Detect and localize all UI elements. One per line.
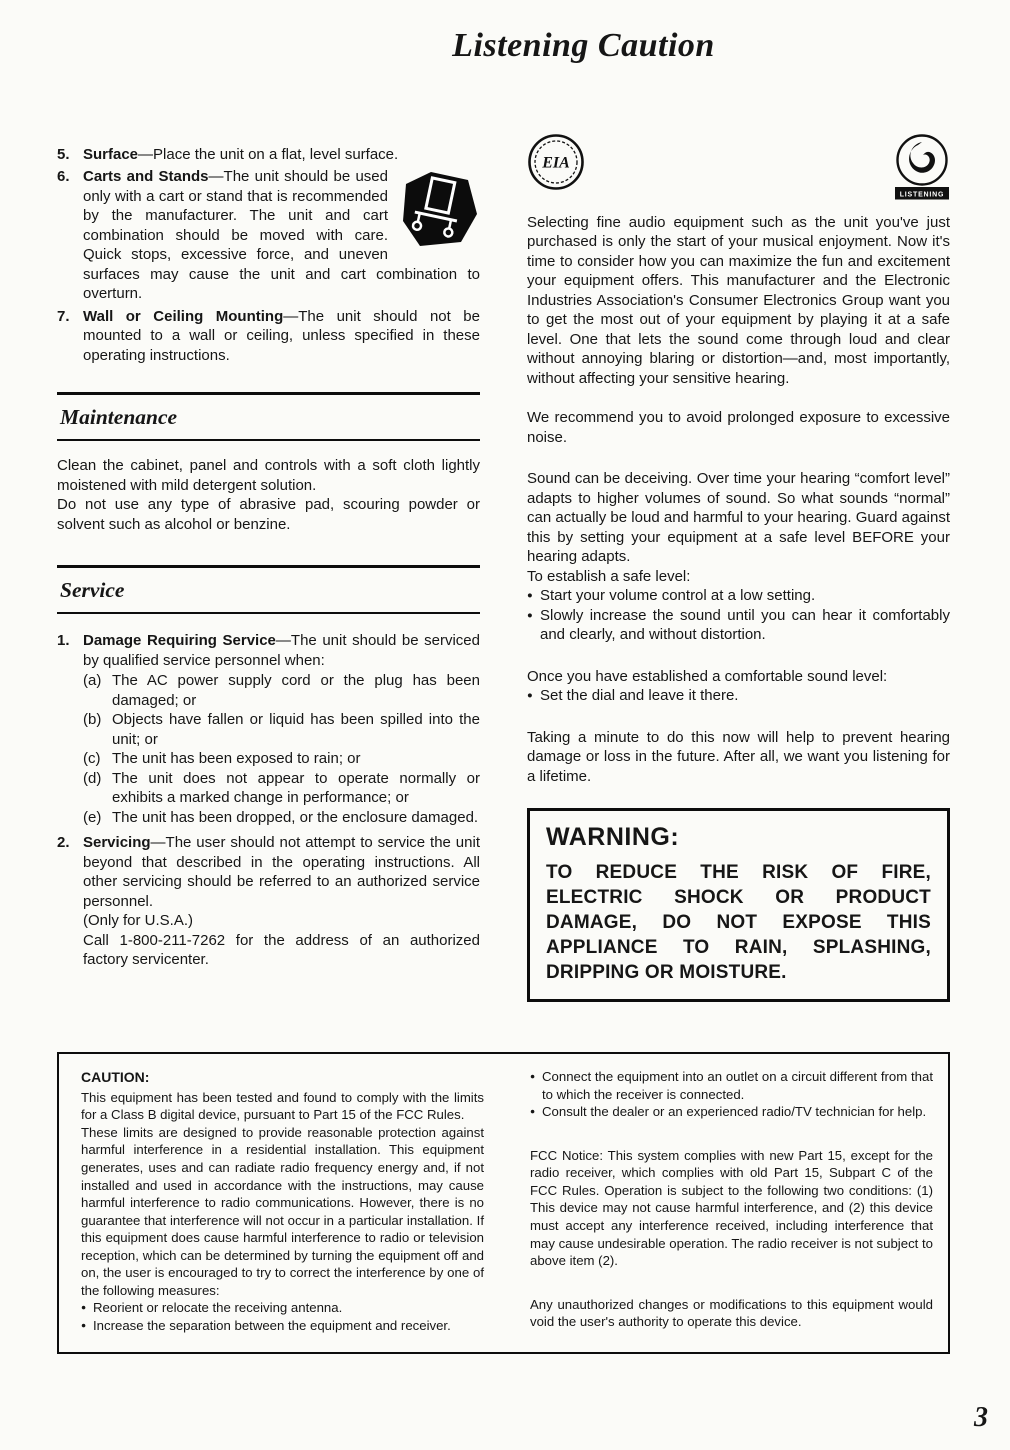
bullet-icon: ● xyxy=(527,590,533,602)
sub-item-a xyxy=(83,671,480,710)
item-body xyxy=(83,833,480,970)
caution-right-column xyxy=(530,1068,933,1334)
item-label: Surface xyxy=(83,145,139,163)
right-column xyxy=(527,133,950,1002)
sub-item-text: Objects have fallen or liquid has been spilled into the unit; or xyxy=(112,711,480,748)
list-item-surface xyxy=(57,145,480,165)
warning-text: TO REDUCE THE RISK OF FIRE, ELECTRIC SHOCK OR PRODUCT DAMAGE, DO NOT EXPOSE THIS APPLIANCE TO RAIN, SPLASHING, DRIPPING OR MOISTURE. xyxy=(546,861,931,984)
sub-item-label: (a) xyxy=(83,672,102,690)
item-number: 5. xyxy=(57,145,70,163)
sub-item-label: (d) xyxy=(83,769,102,787)
intro-paragraph: Selecting fine audio equipment such as the unit you've just purchased is only the start of your musical enjoyment. Now it's time to consider how you can maximize the fun and excitement your equipment offers. This manufacturer and the Electronic Industries Association's Consumer Electronics Group want you to get the most out of your equipment by playing it at a safe level. One that lets the sound come through loud and clear without annoying blaring or distortion—and, most importantly, without affecting your sensitive hearing. xyxy=(527,213,950,387)
maintenance-para-1: Clean the cabinet, panel and controls with a soft cloth lightly moistened with mild detergent solution. xyxy=(57,457,480,494)
bullet-text: Consult the dealer or an experienced radio/TV technician for help. xyxy=(542,1104,927,1120)
item-text: —The unit should not be mounted to a wall or ceiling, unless specified in these operating instructions. xyxy=(83,307,480,364)
bullet-text: Reorient or relocate the receiving antenna. xyxy=(93,1300,343,1316)
service-call-text: Call 1-800-211-7262 for the address of an authorized factory servicenter. xyxy=(83,931,480,969)
recommend-paragraph: We recommend you to avoid prolonged exposure to excessive noise. xyxy=(527,409,950,446)
fcc-notice: FCC Notice: This system complies with new Part 15, except for the radio receiver, which complies with old Part 15, Subpart C of the FCC Rules. Operation is subject to the following two conditions: (1) This device may not cause harmful interference, and (2) this device must accept any interference received, including interference that may cause undesirable operation. The radio receiver is not subject to above item (2). xyxy=(530,1147,933,1269)
item-label: Carts and Stands xyxy=(83,168,209,186)
sub-item-label: (b) xyxy=(83,711,102,729)
maintenance-section xyxy=(57,392,480,441)
deceiving-paragraph: Sound can be deceiving. Over time your hearing “comfort level” adapts to higher volumes of sound. So what sounds “normal” can actually be loud and harmful to your hearing. Guard against this by setting your equipment at a safe level BEFORE your hearing adapts. xyxy=(527,470,950,566)
item-text: —The unit should be used only with a cart or stand that is recommended by the manufacturer. The unit and cart combination should be moved with care. Quick stops, excessive force, and uneven surfaces may cause the unit and cart combination to overturn. xyxy=(83,168,480,303)
sub-item-text: The unit has been dropped, or the enclosure damaged. xyxy=(112,808,479,826)
list-item-damage-requiring-service xyxy=(57,631,480,827)
page-number: 3 xyxy=(974,1402,988,1433)
item-number: 7. xyxy=(57,307,70,325)
sub-item-text: The unit does not appear to operate normally or exhibits a marked change in performance; or xyxy=(112,769,480,807)
list-item-carts-stands xyxy=(57,167,480,304)
item-number: 2. xyxy=(57,834,70,852)
sub-item-e xyxy=(83,808,480,828)
safe-level-block xyxy=(527,469,950,645)
sub-item-c xyxy=(83,749,480,769)
bullet-item xyxy=(530,1068,933,1103)
comfortable-level-block xyxy=(527,667,950,706)
maintenance-body xyxy=(57,456,480,534)
bullet-icon: ● xyxy=(530,1071,536,1082)
bullet-icon: ● xyxy=(530,1106,536,1117)
bullet-item xyxy=(81,1299,484,1317)
usa-note: (Only for U.S.A.) xyxy=(83,912,194,930)
item-number: 6. xyxy=(57,168,70,186)
item-body xyxy=(83,307,480,366)
list-item-wall-ceiling-mounting xyxy=(57,307,480,366)
list-item-servicing xyxy=(57,833,480,970)
logo-row xyxy=(527,133,950,205)
item-label: Damage Requiring Service xyxy=(83,632,276,650)
sub-item-b xyxy=(83,710,480,749)
bullet-icon: ● xyxy=(81,1319,87,1330)
item-text: —The unit should be serviced by qualified service personnel when: xyxy=(83,632,480,669)
bullet-icon: ● xyxy=(527,690,533,702)
safe-level-intro: To establish a safe level: xyxy=(527,567,691,585)
bullet-text: Connect the equipment into an outlet on a circuit different from that to which the receiver is connected. xyxy=(542,1069,933,1102)
service-list xyxy=(57,631,480,970)
listening-logo-icon xyxy=(894,133,950,209)
caution-para-1: This equipment has been tested and found to comply with the limits for a Class B digital device, pursuant to Part 15 of the FCC Rules. xyxy=(81,1089,484,1123)
bullet-text: Slowly increase the sound until you can hear it comfortably and clearly, and without distortion. xyxy=(540,606,950,644)
sub-item-label: (c) xyxy=(83,750,101,768)
service-sublist xyxy=(83,671,480,827)
sub-item-label: (e) xyxy=(83,808,102,826)
modifications-note: Any unauthorized changes or modifications to this equipment would void the user's authority to operate this device. xyxy=(530,1296,933,1330)
page-title: Listening Caution xyxy=(452,27,715,64)
bullet-icon: ● xyxy=(527,609,533,621)
item-body xyxy=(83,167,480,304)
listening-logo-text: LISTENING xyxy=(899,191,945,199)
safety-items-list xyxy=(57,145,480,366)
eia-logo-text: EIA xyxy=(542,154,570,172)
service-heading: Service xyxy=(57,568,480,614)
caution-left-column xyxy=(81,1068,484,1334)
content-columns xyxy=(57,133,950,1002)
sub-item-d xyxy=(83,769,480,808)
warning-heading: WARNING: xyxy=(546,823,680,852)
item-label: Servicing xyxy=(83,834,151,852)
sub-item-text: The AC power supply cord or the plug has been damaged; or xyxy=(112,672,480,709)
bullet-text: Increase the separation between the equipment and receiver. xyxy=(93,1317,451,1333)
bullet-text: Set the dial and leave it there. xyxy=(540,687,739,705)
comfortable-intro: Once you have established a comfortable sound level: xyxy=(527,667,888,685)
item-number: 1. xyxy=(57,632,70,650)
eia-logo-icon xyxy=(527,133,585,197)
item-text: —The user should not attempt to service the unit beyond that described in the operating instructions. All other servicing should be referred to an authorized service personnel. xyxy=(83,834,480,910)
bullet-item xyxy=(527,586,950,606)
warning-box xyxy=(527,808,950,1002)
item-body xyxy=(83,631,480,827)
bullet-text: Start your volume control at a low setting. xyxy=(540,587,816,605)
caution-heading: CAUTION: xyxy=(81,1069,150,1086)
item-text: —Place the unit on a flat, level surface. xyxy=(138,145,399,163)
item-body xyxy=(83,145,480,165)
item-label: Wall or Ceiling Mounting xyxy=(83,307,284,325)
caution-para-2: These limits are designed to provide reasonable protection against harmful interference in a residential installation. This equipment generates, uses and can radiate radio frequency energy and, if not installed and used in accordance with the instructions, may cause harmful interference to radio communications. However, there is no guarantee that interference will not occur in a particular installation. If this equipment does cause harmful interference to radio or television reception, which can be determined by turning the equipment off and on, the user is encouraged to try to correct the interference by one of the following measures: xyxy=(81,1124,484,1298)
sub-item-text: The unit has been exposed to rain; or xyxy=(112,750,361,768)
left-column xyxy=(57,133,480,1002)
bullet-item xyxy=(81,1317,484,1335)
bullet-item xyxy=(527,686,950,706)
cart-warning-icon xyxy=(398,169,480,255)
maintenance-para-2: Do not use any type of abrasive pad, scouring powder or solvent such as alcohol or benzine. xyxy=(57,496,480,533)
caution-box xyxy=(57,1052,950,1354)
service-section xyxy=(57,565,480,614)
bullet-icon: ● xyxy=(81,1302,87,1313)
maintenance-heading: Maintenance xyxy=(57,395,480,441)
bullet-item xyxy=(530,1103,933,1121)
closing-paragraph: Taking a minute to do this now will help to prevent hearing damage or loss in the future. After all, we want you listening for a lifetime. xyxy=(527,728,950,785)
bullet-item xyxy=(527,606,950,645)
